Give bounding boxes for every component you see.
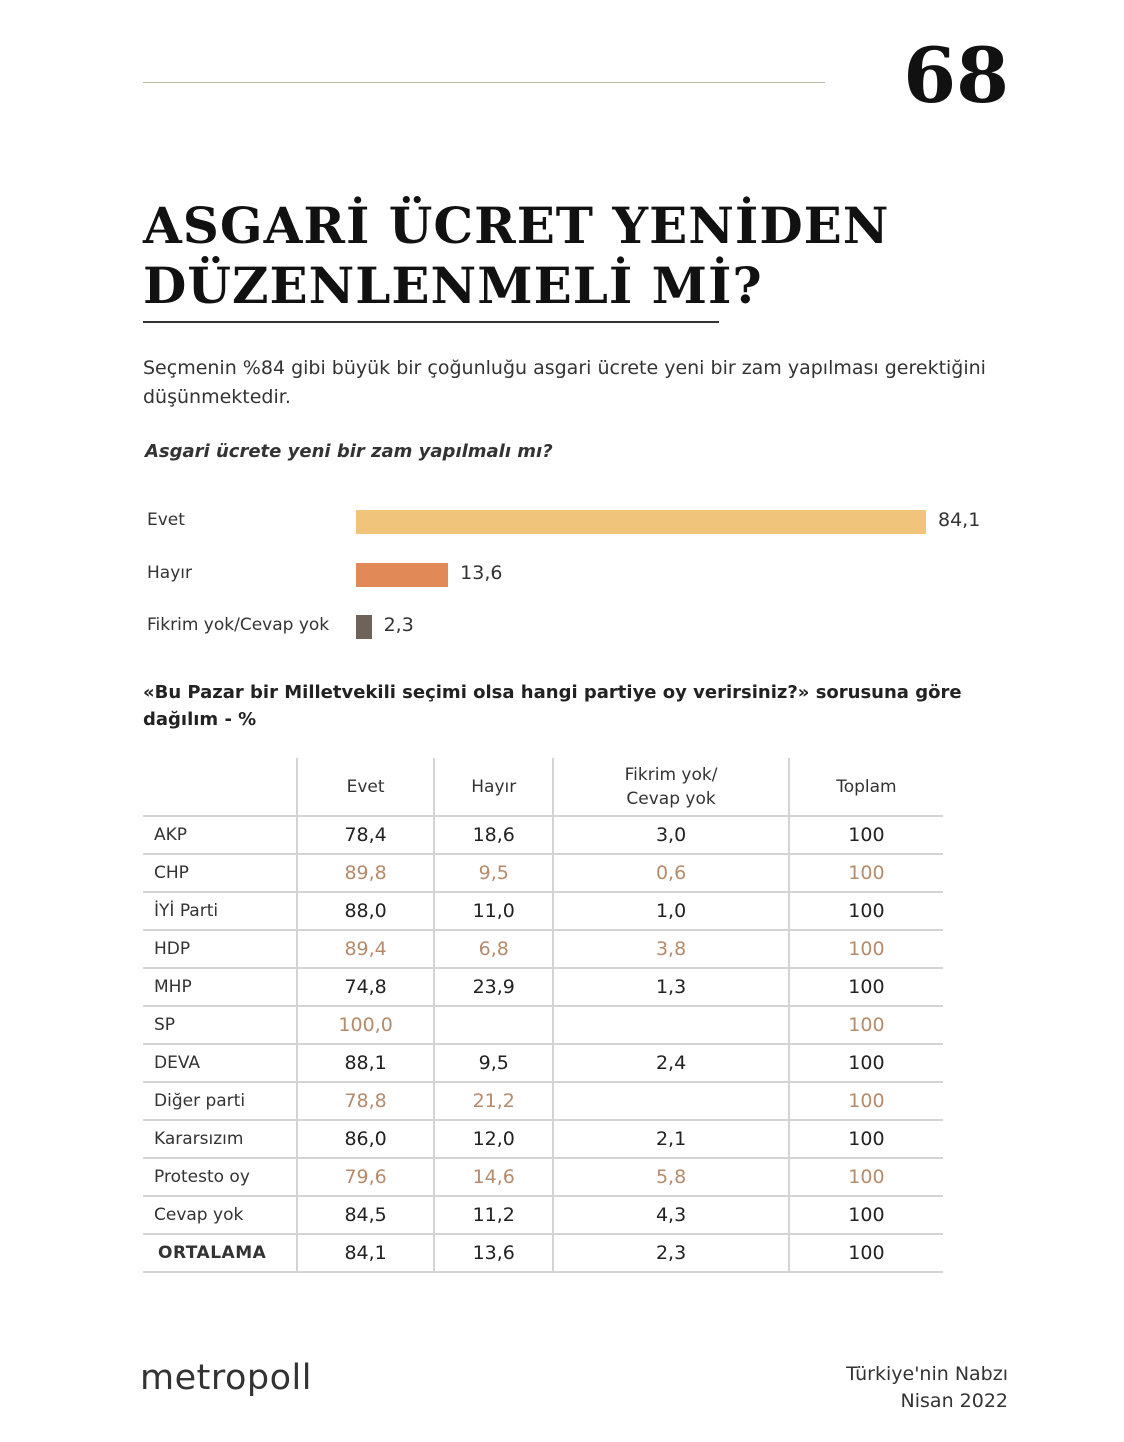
bar-label-hayir: Hayır (147, 563, 192, 583)
table-cell: 100 (789, 892, 943, 930)
bar-fikrim-yok (356, 615, 372, 639)
footer-source (846, 1361, 1008, 1415)
table-row (143, 854, 943, 892)
table-row (143, 1006, 943, 1044)
table-cell: 14,6 (434, 1158, 553, 1196)
bar-hayir (356, 563, 448, 587)
table-caption: «Bu Pazar bir Milletvekili seçimi olsa hangi partiye oy verirsiniz?» sorusuna göre dağılım - % (143, 682, 962, 730)
table-cell: 100 (789, 1234, 943, 1272)
table-cell: 12,0 (434, 1120, 553, 1158)
table-cell: 89,8 (297, 854, 434, 892)
column-header-3: Fikrim yok/ Cevap yok (553, 758, 788, 816)
table-cell: 2,4 (553, 1044, 788, 1082)
table-cell: 100 (789, 930, 943, 968)
table-cell: 23,9 (434, 968, 553, 1006)
table-cell: 78,8 (297, 1082, 434, 1120)
table-cell: 2,3 (553, 1234, 788, 1272)
row-label: CHP (143, 854, 297, 892)
vote-distribution-table (143, 758, 943, 1273)
row-label: DEVA (143, 1044, 297, 1082)
table-cell: 100 (789, 1158, 943, 1196)
bar-label-evet: Evet (147, 510, 185, 530)
table-row (143, 1082, 943, 1120)
bar-label-fikrim-yok: Fikrim yok/Cevap yok (147, 615, 330, 635)
row-label: İYİ Parti (143, 892, 297, 930)
title-line-2: DÜZENLENMELİ Mİ? (143, 256, 763, 315)
table-cell: 100 (789, 1120, 943, 1158)
title-rule (143, 321, 719, 323)
table-cell: 100 (789, 1082, 943, 1120)
table-cell: 100,0 (297, 1006, 434, 1044)
row-label: HDP (143, 930, 297, 968)
table-cell: 74,8 (297, 968, 434, 1006)
table-cell: 1,0 (553, 892, 788, 930)
table-cell: 100 (789, 1044, 943, 1082)
table-cell: 89,4 (297, 930, 434, 968)
title-line-1: ASGARİ ÜCRET YENİDEN (143, 196, 890, 255)
row-label: ORTALAMA (143, 1234, 297, 1272)
table-row (143, 1158, 943, 1196)
table-cell (553, 1082, 788, 1120)
table-row (143, 930, 943, 968)
table-cell: 9,5 (434, 1044, 553, 1082)
page-number: 68 (903, 31, 1009, 120)
bar-value-evet: 84,1 (938, 509, 981, 531)
table-cell: 100 (789, 968, 943, 1006)
table-cell: 1,3 (553, 968, 788, 1006)
table-cell: 5,8 (553, 1158, 788, 1196)
metropoll-logo: metropoll (140, 1358, 312, 1398)
table-row (143, 968, 943, 1006)
table-header-row (143, 758, 943, 816)
bar-value-fikrim-yok: 2,3 (383, 614, 414, 636)
table-row (143, 1120, 943, 1158)
row-label: Cevap yok (143, 1196, 297, 1234)
table-cell: 11,2 (434, 1196, 553, 1234)
table-row (143, 816, 943, 854)
row-label: Kararsızım (143, 1120, 297, 1158)
page-title (143, 196, 890, 316)
table-cell: 100 (789, 1196, 943, 1234)
table-cell: 18,6 (434, 816, 553, 854)
row-label: Diğer parti (143, 1082, 297, 1120)
row-label: MHP (143, 968, 297, 1006)
table-cell: 4,3 (553, 1196, 788, 1234)
table-cell (553, 1006, 788, 1044)
table-row (143, 892, 943, 930)
table-cell: 3,0 (553, 816, 788, 854)
table-cell: 3,8 (553, 930, 788, 968)
table-row (143, 1196, 943, 1234)
table-cell: 84,5 (297, 1196, 434, 1234)
publication-date: Nisan 2022 (900, 1390, 1008, 1412)
row-label: SP (143, 1006, 297, 1044)
bar-evet (356, 510, 926, 534)
table-cell: 88,0 (297, 892, 434, 930)
column-header-1: Evet (297, 758, 434, 816)
table-cell: 100 (789, 1006, 943, 1044)
table-cell (434, 1006, 553, 1044)
table-cell: 9,5 (434, 854, 553, 892)
table-cell: 11,0 (434, 892, 553, 930)
table-cell: 84,1 (297, 1234, 434, 1272)
table-row (143, 1044, 943, 1082)
table-cell: 13,6 (434, 1234, 553, 1272)
column-header-4: Toplam (789, 758, 943, 816)
table-body (143, 816, 943, 1272)
table-cell: 6,8 (434, 930, 553, 968)
column-header-party (143, 758, 297, 816)
publication-name: Türkiye'nin Nabzı (846, 1363, 1008, 1385)
top-rule (143, 82, 825, 83)
table-cell: 0,6 (553, 854, 788, 892)
column-header-2: Hayır (434, 758, 553, 816)
table-cell: 21,2 (434, 1082, 553, 1120)
table-cell: 78,4 (297, 816, 434, 854)
table-row (143, 1234, 943, 1272)
table-cell: 86,0 (297, 1120, 434, 1158)
table-cell: 100 (789, 816, 943, 854)
table-cell: 88,1 (297, 1044, 434, 1082)
row-label: Protesto oy (143, 1158, 297, 1196)
table-cell: 2,1 (553, 1120, 788, 1158)
table-cell: 100 (789, 854, 943, 892)
lead-paragraph: Seçmenin %84 gibi büyük bir çoğunluğu asgari ücrete yeni bir zam yapılması gerektiğini düşünmektedir. (143, 357, 986, 408)
chart-title: Asgari ücrete yeni bir zam yapılmalı mı? (145, 441, 553, 462)
row-label: AKP (143, 816, 297, 854)
bar-value-hayir: 13,6 (460, 562, 503, 584)
table-cell: 79,6 (297, 1158, 434, 1196)
